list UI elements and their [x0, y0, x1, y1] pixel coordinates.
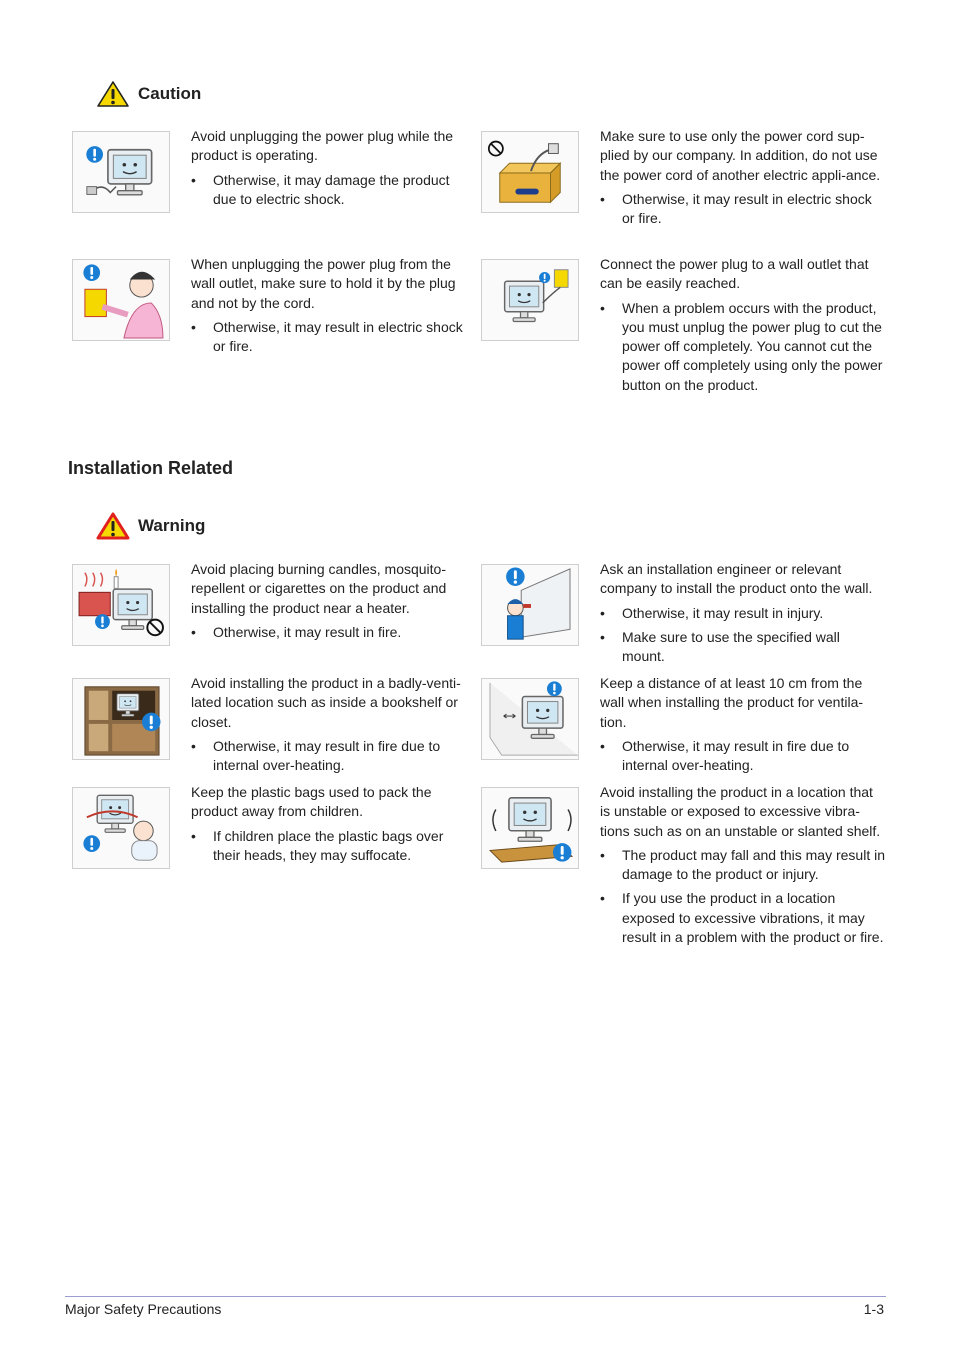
install-item-3-text: Avoid installing the product in a badly-venti-lated location such as inside a bookshelf or closet. [191, 675, 461, 730]
install-item-5-text: Keep the plastic bags used to pack the product away from children. [191, 784, 432, 820]
wall-mount-engineer-illustration [481, 564, 579, 646]
unstable-shelf-illustration [481, 787, 579, 869]
install-item-5-bullet-1: • If children place the plastic bags over their heads, they may suffocate. [191, 827, 471, 866]
caution-item-2-bullet-1: • Otherwise, it may result in electric shock or fire. [600, 190, 885, 229]
warning-triangle-icon [96, 80, 130, 108]
caution-heading [96, 80, 201, 108]
install-item-2 [600, 560, 885, 671]
install-item-1 [191, 560, 471, 647]
caution-item-4-text: Connect the power plug to a wall outlet that can be easily reached. [600, 256, 869, 292]
install-item-2-text: Ask an installation engineer or relevant company to install the product onto the wall. [600, 561, 873, 597]
install-item-6-text: Avoid installing the product in a location that is unstable or exposed to excessive vibra-tions such as on an unstable or slanted shelf. [600, 784, 881, 839]
reachable-outlet-illustration [481, 259, 579, 341]
caution-item-2 [600, 127, 885, 233]
install-item-4-bullet-1: • Otherwise, it may result in fire due to internal over-heating. [600, 737, 885, 776]
wall-distance-illustration [481, 678, 579, 760]
install-item-2-bullet-1: • Otherwise, it may result in injury. [600, 604, 885, 623]
install-item-2-bullet-2: • Make sure to use the specified wall mount. [600, 628, 885, 667]
install-item-3 [191, 674, 471, 780]
install-item-6-bullet-1: • The product may fall and this may result in damage to the product or injury. [600, 846, 885, 885]
install-item-1-text: Avoid placing burning candles, mosquito-repellent or cigarettes on the product and installing the product near a heater. [191, 561, 447, 616]
caution-item-2-text: Make sure to use only the power cord sup-plied by our company. In addition, do not use the power cord of another electric appli-ance. [600, 128, 881, 183]
warning-red-triangle-icon [96, 512, 130, 540]
power-cord-box-illustration [481, 131, 579, 213]
install-item-1-bullet-1: • Otherwise, it may result in fire. [191, 623, 471, 642]
caution-item-1-bullet-1: • Otherwise, it may damage the product due to electric shock. [191, 171, 471, 210]
warning-heading [96, 512, 205, 540]
caution-label: Caution [138, 84, 202, 103]
caution-item-1 [191, 127, 471, 214]
footer-rule [65, 1296, 886, 1297]
footer-page-number: 1-3 [863, 1301, 884, 1317]
caution-item-3 [191, 255, 471, 361]
caution-item-1-text: Avoid unplugging the power plug while the product is operating. [191, 128, 454, 164]
caution-item-4-bullet-1: • When a problem occurs with the product, you must unplug the power plug to cut the power off completely. You cannot cut the power off completely using only the power button on the product. [600, 299, 885, 395]
caution-item-3-text: When unplugging the power plug from the wall outlet, make sure to hold it by the plug and not by the cord. [191, 256, 456, 311]
install-item-6 [600, 783, 885, 952]
caution-item-3-bullet-1: • Otherwise, it may result in electric shock or fire. [191, 318, 471, 357]
install-item-5 [191, 783, 471, 870]
warning-label: Warning [138, 516, 206, 535]
unplug-while-operating-illustration [72, 131, 170, 213]
installation-section-title: Installation Related [68, 458, 234, 478]
install-item-3-bullet-1: • Otherwise, it may result in fire due to internal over-heating. [191, 737, 471, 776]
footer-section-name: Major Safety Precautions [65, 1301, 222, 1317]
plastic-bag-child-illustration [72, 787, 170, 869]
install-item-4 [600, 674, 885, 780]
hold-plug-illustration [72, 259, 170, 341]
bookshelf-illustration [72, 678, 170, 760]
candles-heater-illustration [72, 564, 170, 646]
caution-item-4 [600, 255, 885, 400]
install-item-6-bullet-2: • If you use the product in a location exposed to excessive vibrations, it may result in a problem with the product or fire. [600, 889, 885, 947]
install-item-4-text: Keep a distance of at least 10 cm from the wall when installing the product for ventila-tion. [600, 675, 864, 730]
